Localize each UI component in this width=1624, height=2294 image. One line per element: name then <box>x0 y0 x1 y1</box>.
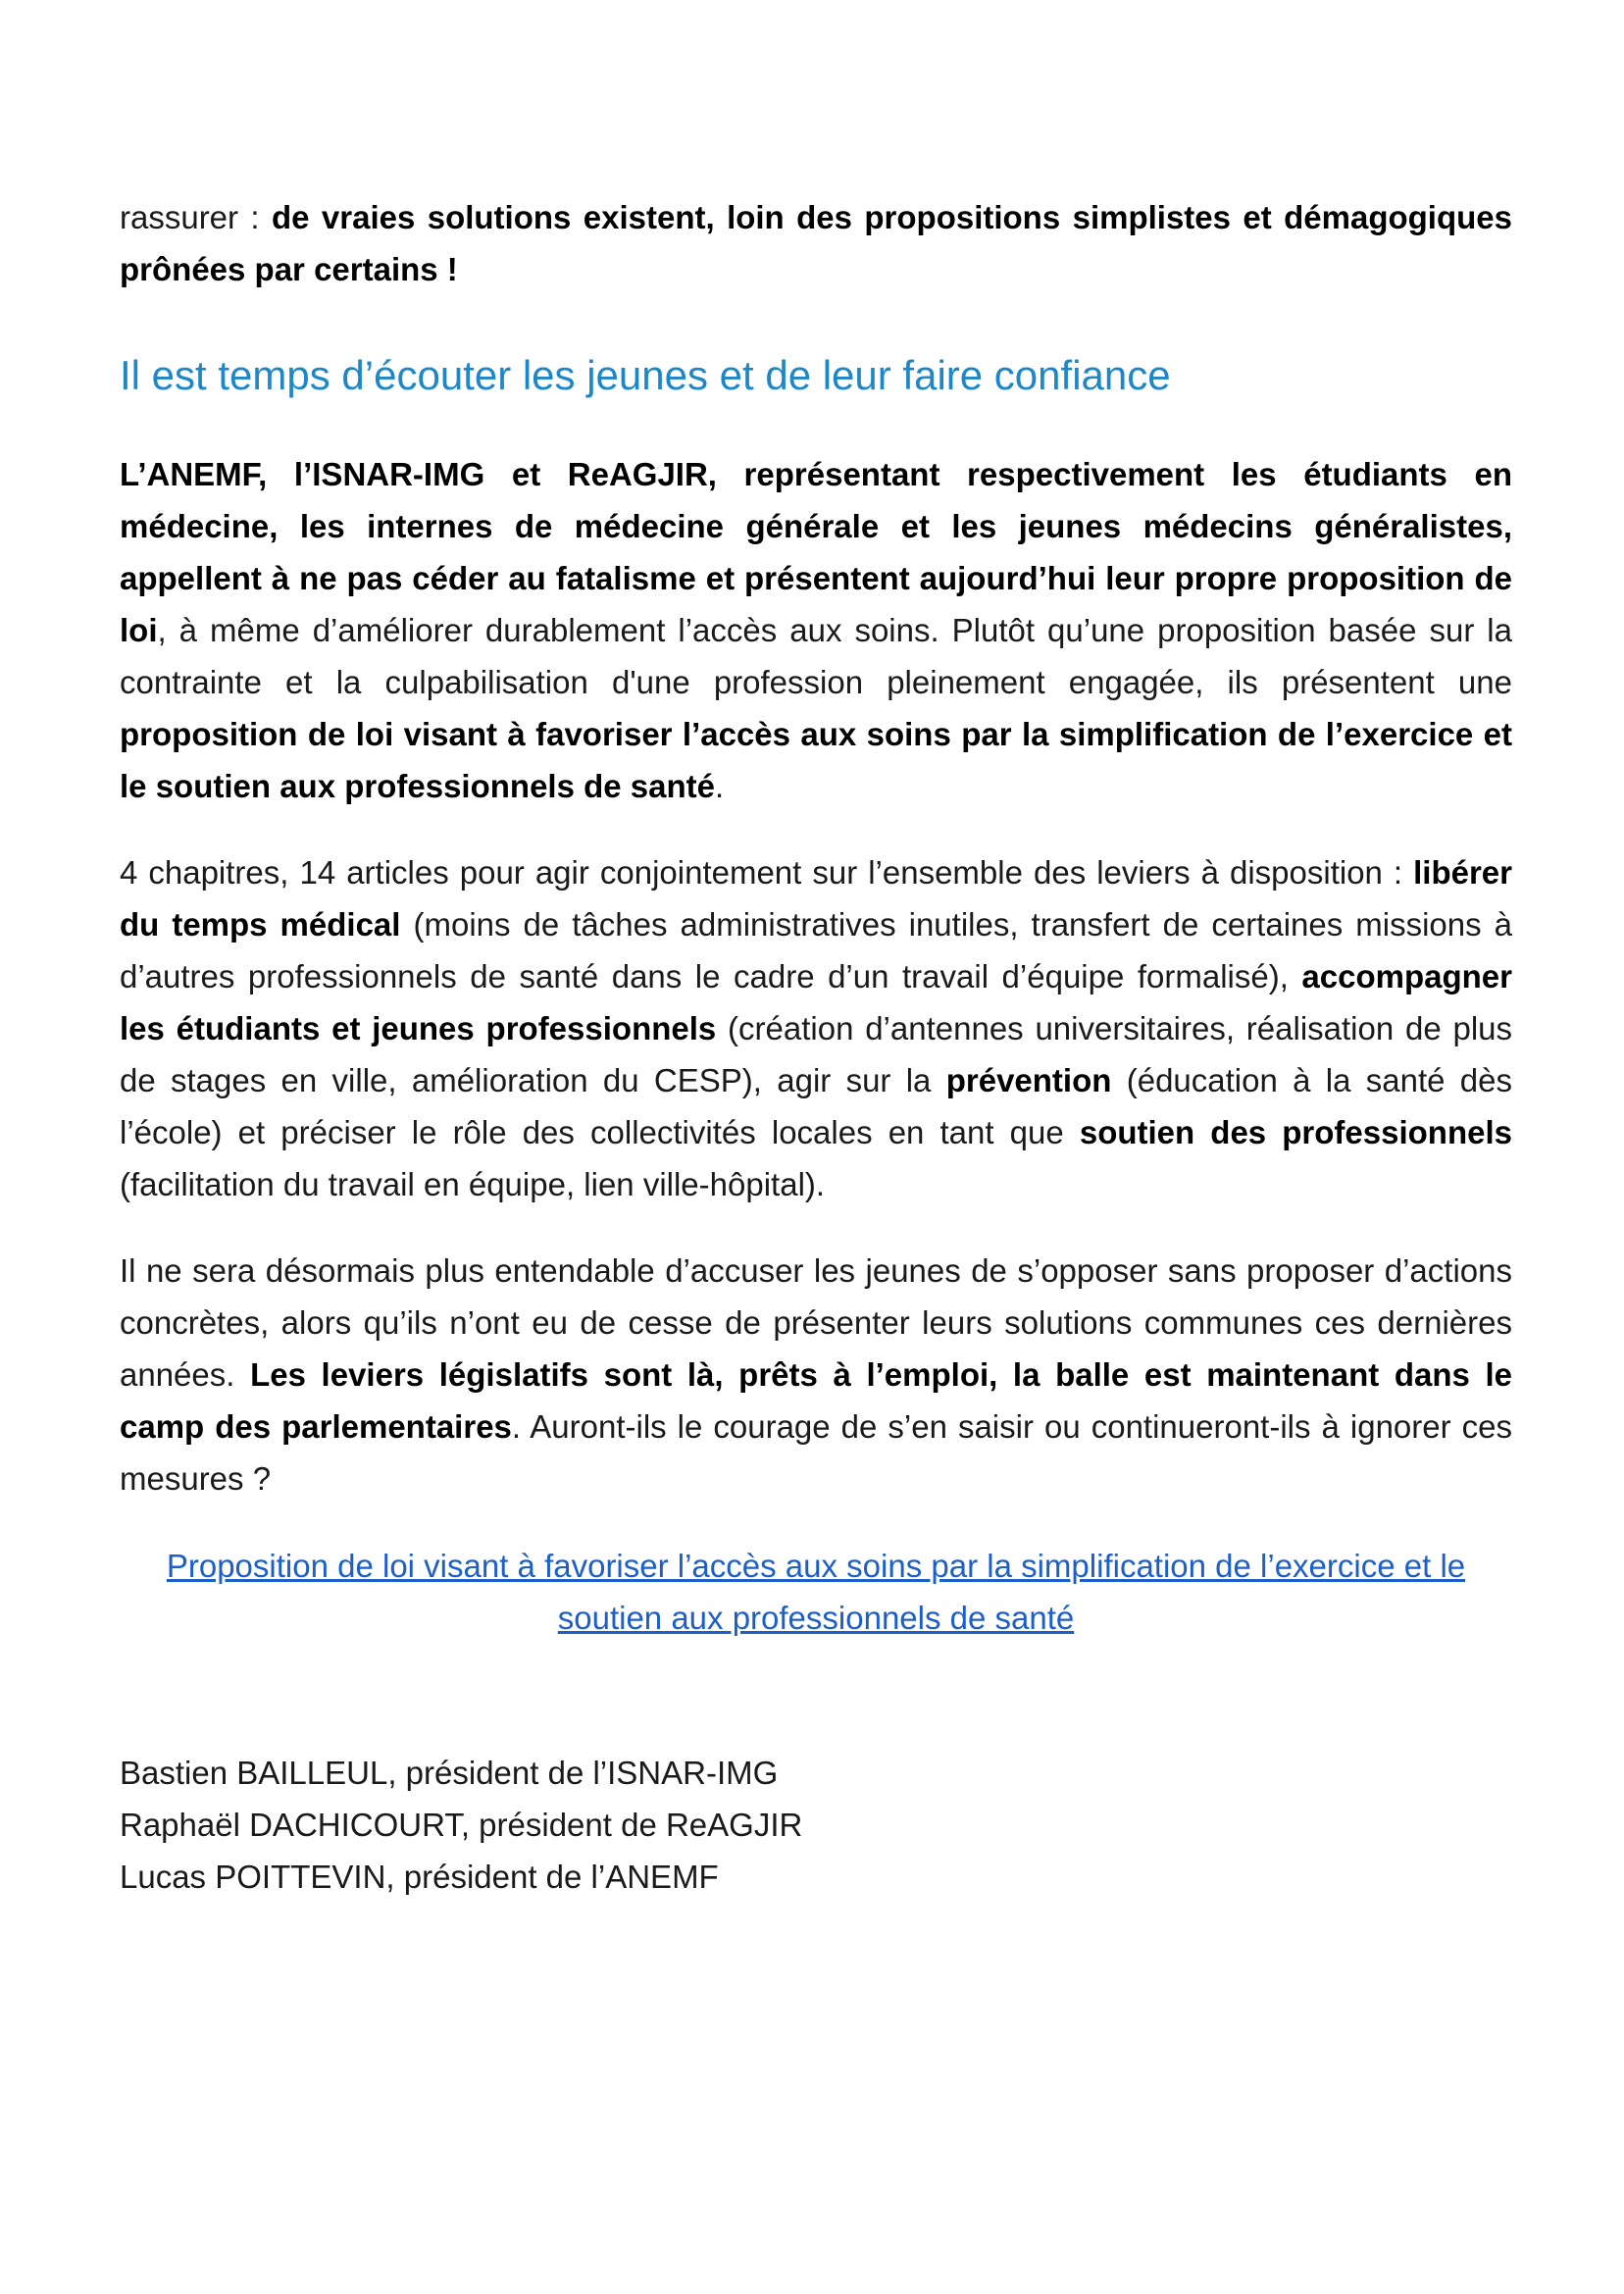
document-page <box>120 191 1512 1903</box>
bold-prevention: prévention <box>945 1062 1112 1098</box>
paragraph-chapters <box>120 846 1512 1210</box>
section-heading: Il est temps d’écouter les jeunes et de leur faire confiance <box>120 352 1171 398</box>
signature-line: Lucas POITTEVIN, président de l’ANEMF <box>120 1859 719 1895</box>
bold-support: soutien des professionnels <box>1079 1114 1512 1150</box>
paragraph-text: . Auront-ils le courage de s’en saisir ou continueront-ils à ignorer ces mesures ? <box>120 1408 1512 1497</box>
proposal-link-line2: soutien aux professionnels de santé <box>557 1600 1075 1636</box>
intro-paragraph <box>120 191 1512 295</box>
bold-proposal-title: proposition de loi visant à favoriser l’accès aux soins par la simplification de l’exercice et le soutien aux professionnels de santé <box>120 716 1512 804</box>
proposal-link-line1: Proposition de loi visant à favoriser l’accès aux soins par la simplification de l’exercice et le <box>166 1548 1466 1584</box>
paragraph-text: (moins de tâches administratives inutiles, transfert de certaines missions à d’autres professionnels de santé dans le cadre d’un travail d’équipe formalisé), <box>120 906 1512 994</box>
paragraph-text: (éducation à la santé dès l’école) et préciser le rôle des collectivités locales en tant que <box>120 1062 1513 1150</box>
proposal-link[interactable] <box>167 1548 1465 1636</box>
intro-text: rassurer : <box>120 199 272 235</box>
bold-medical-time: libérer du temps médical <box>120 854 1512 943</box>
proposal-link-block <box>120 1540 1512 1644</box>
intro-bold-text: de vraies solutions existent, loin des propositions simplistes et démagogiques prônées par certains ! <box>120 199 1512 287</box>
paragraph-text: (création d’antennes universitaires, réalisation de plus de stages en ville, amélioration du CESP), agir sur la <box>120 1010 1513 1098</box>
paragraph-text: Il ne sera désormais plus entendable d’accuser les jeunes de s’opposer sans proposer d’actions concrètes, alors qu’ils n’ont eu de cesse de présenter leurs solutions communes ces dernières années. <box>120 1252 1512 1393</box>
paragraph-text: . <box>715 768 725 804</box>
bold-accompany: accompagner les étudiants et jeunes professionnels <box>120 958 1512 1046</box>
paragraph-conclusion <box>120 1245 1512 1504</box>
signatures <box>120 1747 1512 1903</box>
paragraph-text: (facilitation du travail en équipe, lien ville-hôpital). <box>120 1166 826 1202</box>
paragraph-text: , à même d’améliorer durablement l’accès aux soins. Plutôt qu’une proposition basée sur la contrainte et la culpabilisation d'une profession pleinement engagée, ils présentent une <box>120 612 1512 700</box>
paragraph-text: 4 chapitres, 14 articles pour agir conjointement sur l’ensemble des leviers à disposition : <box>120 854 1414 891</box>
bold-levers: Les leviers législatifs sont là, prêts à l’emploi, la balle est maintenant dans le camp des parlementaires <box>120 1356 1512 1445</box>
bold-organizations: L’ANEMF, l’ISNAR-IMG et ReAGJIR, représentant respectivement les étudiants en médecine, les internes de médecine générale et les jeunes médecins généralistes, appellent à ne pas céder au fatalisme et présentent aujourd’hui leur propre proposition de loi <box>120 456 1512 648</box>
signature-line: Bastien BAILLEUL, président de l’ISNAR-IMG <box>120 1755 779 1791</box>
paragraph-proposal <box>120 448 1512 812</box>
signature-line: Raphaël DACHICOURT, président de ReAGJIR <box>120 1807 803 1843</box>
